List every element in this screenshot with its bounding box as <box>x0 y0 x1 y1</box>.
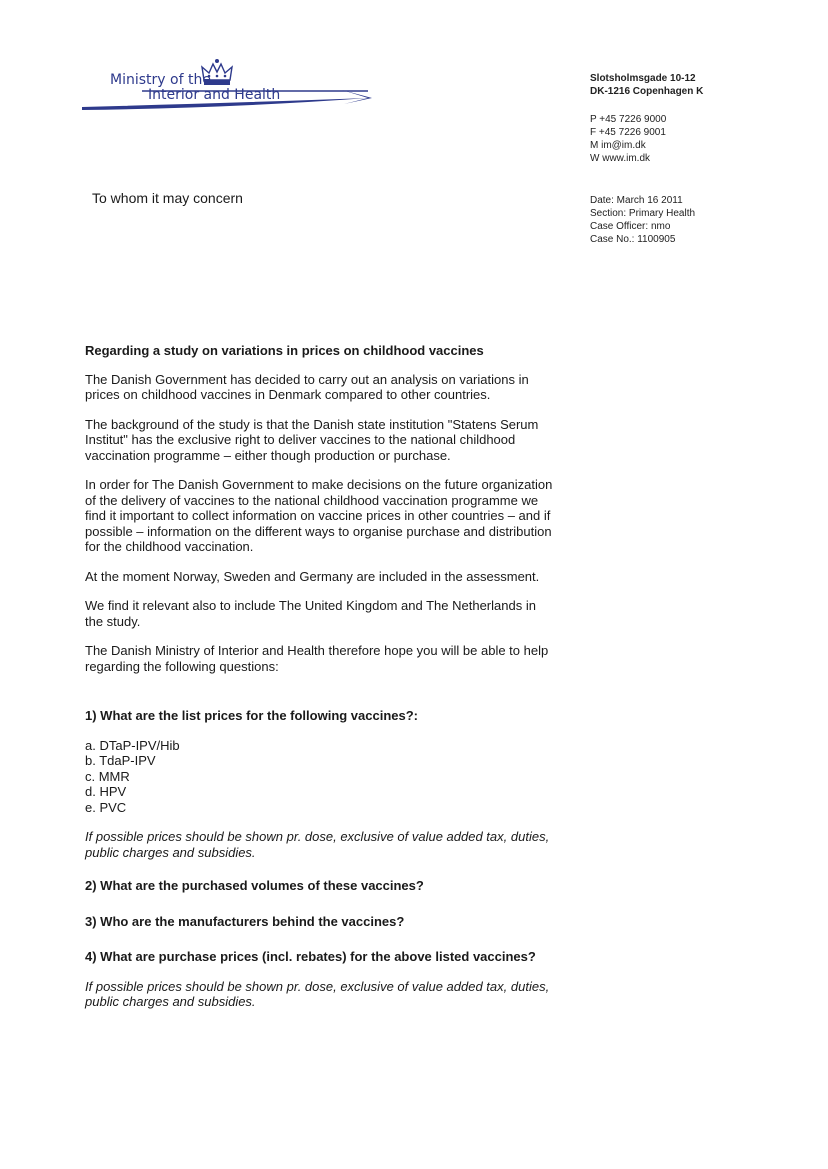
website: W www.im.dk <box>590 153 650 164</box>
case-number: Case No.: 1100905 <box>590 234 676 245</box>
sender-address <box>590 72 703 98</box>
letter-body <box>85 343 555 1010</box>
vaccine-list <box>85 738 555 816</box>
letter-section: Section: Primary Health <box>590 208 696 219</box>
logo-text-line2: Interior and Health <box>148 87 281 103</box>
question-3: 3) Who are the manufacturers behind the vaccines? <box>85 913 405 929</box>
logo-text-line1: Ministry of the <box>110 72 211 88</box>
email-address: M im@im.dk <box>590 140 646 151</box>
address-line1: Slotsholmsgade 10-12 <box>590 73 696 84</box>
letter-meta <box>590 194 695 246</box>
list-item: d. HPV <box>85 784 127 799</box>
paragraph: The Danish Ministry of Interior and Health therefore hope you will be able to help regarding the following questions: <box>85 643 549 674</box>
letter-date: Date: March 16 2011 <box>590 195 683 206</box>
question-2: 2) What are the purchased volumes of these vaccines? <box>85 878 424 893</box>
logo-swoosh <box>82 84 372 114</box>
question-1: 1) What are the list prices for the following vaccines?: <box>85 708 419 723</box>
paragraph: In order for The Danish Government to make decisions on the future organization of the delivery of vaccines to the national childhood vaccination programme we find it important to collect information on vaccine prices in other countries – and if possible – information on the different ways to organise purchase and distribution for the childhood vaccination. <box>85 477 553 554</box>
paragraph: We find it relevant also to include The United Kingdom and The Netherlands in the study. <box>85 598 536 629</box>
list-item: b. TdaP-IPV <box>85 753 156 768</box>
paragraph: The background of the study is that the Danish state institution "Statens Serum Institut" has the exclusive right to deliver vaccines to the national childhood vaccination programme – either though production or purchase. <box>85 416 539 463</box>
list-item: e. PVC <box>85 799 127 815</box>
list-item: a. DTaP-IPV/Hib <box>85 737 180 753</box>
ministry-logo <box>82 58 372 118</box>
fax-number: F +45 7226 9001 <box>590 127 666 138</box>
phone-number: P +45 7226 9000 <box>590 114 667 125</box>
paragraph: At the moment Norway, Sweden and Germany are included in the assessment. <box>85 568 540 584</box>
case-officer: Case Officer: nmo <box>590 221 671 232</box>
price-note: If possible prices should be shown pr. dose, exclusive of value added tax, duties, public charges and subsidies. <box>85 829 550 860</box>
list-item: c. MMR <box>85 768 130 784</box>
price-note: If possible prices should be shown pr. dose, exclusive of value added tax, duties, public charges and subsidies. <box>85 978 550 1009</box>
paragraph: The Danish Government has decided to carry out an analysis on variations in prices on childhood vaccines in Denmark compared to other countries. <box>85 371 529 402</box>
recipient-line: To whom it may concern <box>92 190 243 206</box>
address-line2: DK-1216 Copenhagen K <box>590 86 704 97</box>
letter-subject: Regarding a study on variations in prices on childhood vaccines <box>85 343 484 358</box>
question-4: 4) What are purchase prices (incl. rebates) for the above listed vaccines? <box>85 949 536 964</box>
contact-block <box>590 113 666 165</box>
